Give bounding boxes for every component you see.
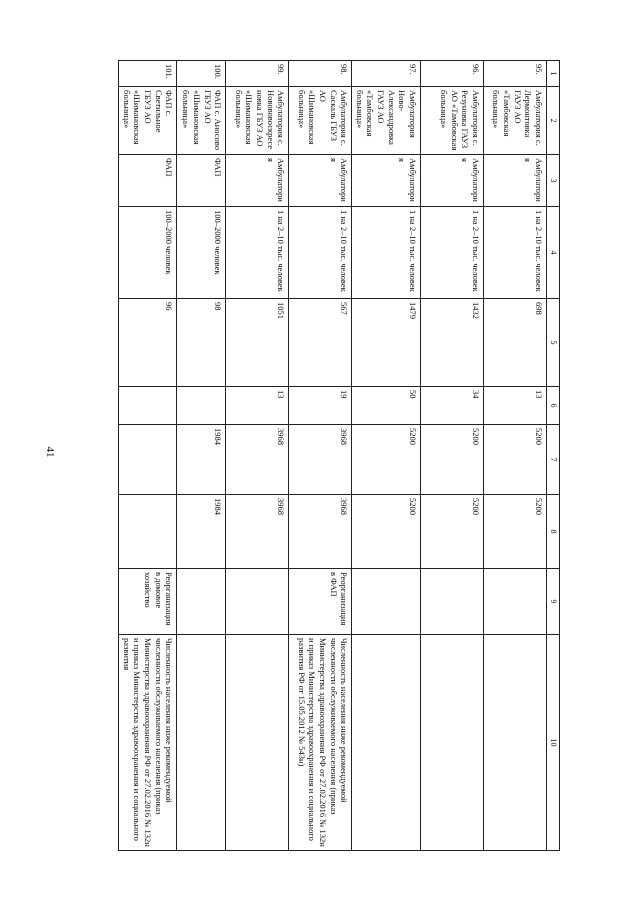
service-norm: 1 на 2–10 тыс. человек — [421, 207, 484, 299]
column-7-value: 5200 — [484, 425, 547, 495]
column-number: 10 — [547, 635, 560, 851]
column-8-value: 3968 — [226, 495, 289, 569]
planned-action — [421, 569, 484, 635]
facility-name: Амбулатория с. Новововоскресеновка ГБУЗ АО «Шимановская больница» — [226, 87, 289, 155]
column-7-value: 3968 — [289, 425, 352, 495]
justification — [177, 635, 226, 851]
column-8-value: 1984 — [177, 495, 226, 569]
column-8-value — [119, 495, 177, 569]
facility-type: ФАП — [177, 155, 226, 207]
planned-action — [484, 569, 547, 635]
row-number: 101. — [119, 61, 177, 87]
column-6-value — [177, 387, 226, 425]
column-6-value: 19 — [289, 387, 352, 425]
row-number: 95. — [484, 61, 547, 87]
column-6-value: 34 — [421, 387, 484, 425]
column-7-value: 5200 — [421, 425, 484, 495]
service-norm: 1 на 2–10 тыс. человек — [226, 207, 289, 299]
population: 96 — [119, 299, 177, 387]
column-6-value — [119, 387, 177, 425]
column-number: 5 — [547, 299, 560, 387]
service-norm: 100–2000 человек — [119, 207, 177, 299]
justification — [352, 635, 421, 851]
column-7-value: 5200 — [352, 425, 421, 495]
service-norm: 100–2000 человек — [177, 207, 226, 299]
column-number: 9 — [547, 569, 560, 635]
service-norm: 1 на 2–10 тыс. человек — [484, 207, 547, 299]
column-number-row — [547, 61, 560, 851]
justification — [484, 635, 547, 851]
service-norm: 1 на 2–10 тыс. человек — [352, 207, 421, 299]
planned-action — [226, 569, 289, 635]
column-number: 2 — [547, 87, 560, 155]
facility-type: Амбулатория — [484, 155, 547, 207]
column-8-value: 5200 — [484, 495, 547, 569]
planned-action — [177, 569, 226, 635]
row-number: 98. — [289, 61, 352, 87]
planned-action — [352, 569, 421, 635]
table-row — [484, 61, 547, 851]
service-norm: 1 на 2–10 тыс. человек — [289, 207, 352, 299]
row-number: 97. — [352, 61, 421, 87]
column-7-value: 3968 — [226, 425, 289, 495]
row-number: 96. — [421, 61, 484, 87]
facility-name: ФАП с. Аносово ГБУЗ АО «Шимановская больница» — [177, 87, 226, 155]
column-8-value: 5200 — [352, 495, 421, 569]
facility-type: Амбулатория — [352, 155, 421, 207]
facility-type: ФАП — [119, 155, 177, 207]
table-row — [226, 61, 289, 851]
justification — [421, 635, 484, 851]
population: 567 — [289, 299, 352, 387]
facility-type: Амбулатория — [289, 155, 352, 207]
facility-name: Амбулатория с. Резуновка ГАУЗ АО «Тамбовская больница» — [421, 87, 484, 155]
column-7-value — [119, 425, 177, 495]
population: 98 — [177, 299, 226, 387]
row-number: 99. — [226, 61, 289, 87]
population: 698 — [484, 299, 547, 387]
row-number: 100. — [177, 61, 226, 87]
column-6-value: 13 — [484, 387, 547, 425]
facility-type: Амбулатория — [226, 155, 289, 207]
table-row — [421, 61, 484, 851]
facility-type: Амбулатория — [421, 155, 484, 207]
table-row — [352, 61, 421, 851]
column-number: 7 — [547, 425, 560, 495]
column-8-value: 3968 — [289, 495, 352, 569]
column-8-value: 5200 — [421, 495, 484, 569]
population: 1479 — [352, 299, 421, 387]
population: 1051 — [226, 299, 289, 387]
facility-name: Амбулатория с. Лермонтовка ГАУЗ АО «Тамбовская больница» — [484, 87, 547, 155]
justification — [226, 635, 289, 851]
facilities-table — [118, 60, 560, 851]
justification: Численность населения ниже рекомендуемой численности обслуживаемого населения (приказ Министерства здравоохранения РФ от 27.02.2016 № 132н и приказ Министерства здравоохранения и социального развития — [119, 635, 177, 851]
column-number: 4 — [547, 207, 560, 299]
justification: Численность населения ниже рекомендуемой численности обслуживаемого населения (приказ Министерства здравоохранения РФ от 27.02.2016 № 132н и приказ Министерства здравоохранения и социального развития РФ от 15.05.2012 № 543н) — [289, 635, 352, 851]
table-row — [177, 61, 226, 851]
column-6-value: 13 — [226, 387, 289, 425]
planned-action: Реорганизация в ФАП — [289, 569, 352, 635]
column-7-value: 1984 — [177, 425, 226, 495]
table-row — [289, 61, 352, 851]
facility-name: Амбулатория с. Саскаль ГБУЗ АО «Шимановская больница» — [289, 87, 352, 155]
column-number: 6 — [547, 387, 560, 425]
column-number: 3 — [547, 155, 560, 207]
planned-action: Реорганизация в домовое хозяйство — [119, 569, 177, 635]
column-6-value: 50 — [352, 387, 421, 425]
facility-name: ФАП с. Светильное ГБУЗ АО «Шимановская больница» — [119, 87, 177, 155]
column-number: 1 — [547, 61, 560, 87]
facility-name: Амбулатория Ново-Александровка ГАУЗ АО «Тамбовская больница» — [352, 87, 421, 155]
page-number: 41 — [44, 446, 56, 458]
column-number: 8 — [547, 495, 560, 569]
population: 1432 — [421, 299, 484, 387]
table-row — [119, 61, 177, 851]
